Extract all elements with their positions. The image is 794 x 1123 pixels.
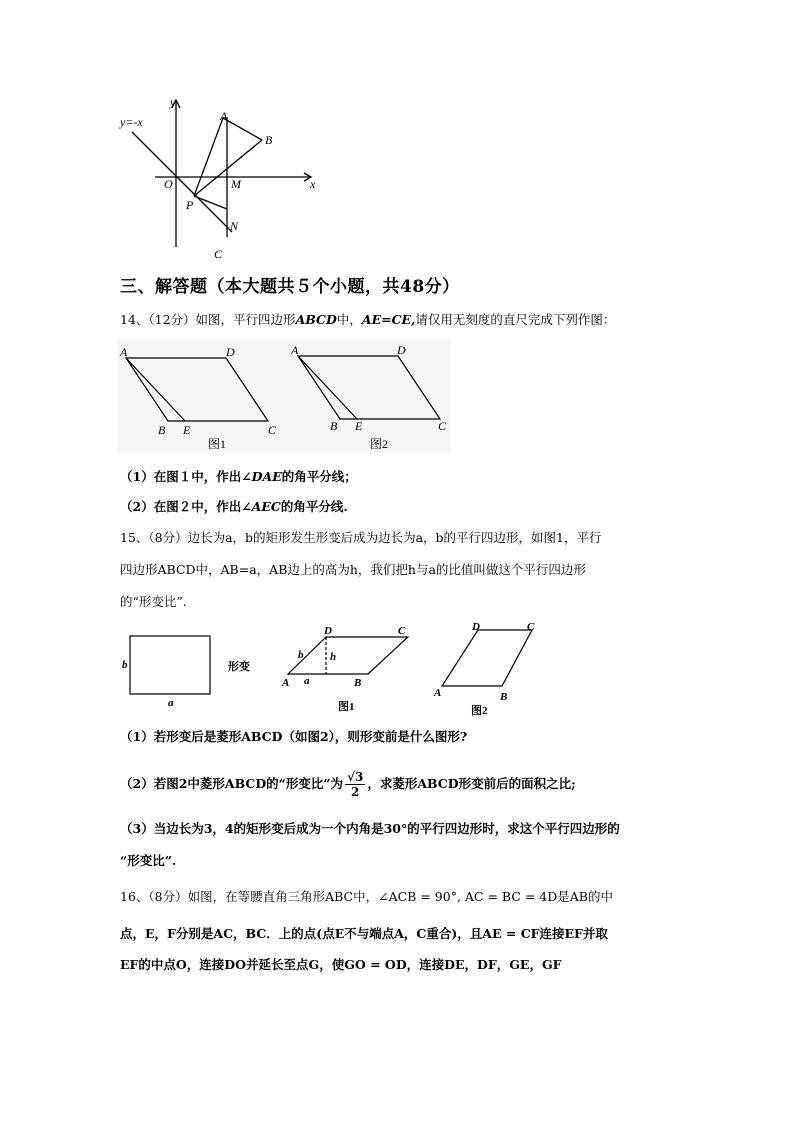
svg-text:D: D	[397, 343, 406, 357]
svg-text:C: C	[214, 247, 223, 261]
q16-line2: 点，E，F分别是AC，BC．上的点(点E不与端点A，C重合)，且AE = CF连接EF并取	[120, 926, 608, 941]
transform-label: 形变	[228, 661, 250, 673]
section-title: 三、解答题（本大题共５个小题，共48分）	[120, 277, 460, 297]
svg-text:B: B	[158, 423, 166, 437]
q15-sub1: （1）若形变后是菱形ABCD（如图2），则形变前是什么图形?	[120, 729, 468, 744]
q16-line3: EF的中点O，连接DO并延长至点G，使GO = OD，连接DE，DF，GE，GF	[120, 957, 562, 972]
svg-text:B: B	[330, 419, 338, 433]
svg-text:N: N	[230, 219, 239, 233]
svg-text:B: B	[500, 691, 508, 703]
svg-text:x: x	[310, 177, 316, 191]
svg-text:C: C	[527, 621, 535, 633]
svg-text:B: B	[354, 677, 362, 689]
svg-text:D: D	[226, 345, 235, 359]
q16-line1: 16、（8分）如图，在等腰直角三角形ABC中，∠ACB = 90°, AC = BC = 4D是AB的中	[120, 889, 613, 904]
q15-fig1-caption: 图1	[338, 701, 355, 713]
svg-text:A: A	[282, 677, 290, 689]
q14-stem: 14、（12分）如图，平行四边形ABCD中，AE=CE,请仅用无刻度的直尺完成下列作图：	[120, 312, 616, 327]
svg-text:E: E	[355, 419, 363, 433]
svg-text:C: C	[438, 419, 447, 433]
line-y-neg-x	[132, 132, 232, 232]
q15-figures	[118, 620, 558, 720]
line-label: y=-x	[120, 115, 143, 129]
svg-text:C: C	[398, 625, 406, 637]
svg-text:O: O	[164, 177, 173, 191]
svg-text:E: E	[183, 423, 191, 437]
coordinate-figure	[110, 92, 330, 262]
q14-sub1: （1）在图１中，作出∠DAE的角平分线；	[120, 469, 357, 484]
svg-text:y: y	[170, 95, 176, 109]
q15-line1: 15、（8分）边长为a，b的矩形发生形变后成为边长为a，b的平行四边形，如图1，平行	[120, 530, 602, 545]
q14-fig1-caption: 图1	[208, 437, 227, 451]
svg-text:A: A	[120, 345, 128, 359]
svg-text:A: A	[291, 343, 299, 357]
q15-fig2-rhombus	[442, 630, 532, 686]
svg-text:M: M	[231, 177, 241, 191]
q14-fig2-caption: 图2	[370, 437, 389, 451]
q15-sub2: （2）若图2中菱形ABCD的“形变比”为 $\frac{√3}{2}$ ，求菱形ABCD形变前后的面积之比;	[120, 770, 576, 799]
q15-fig2-caption: 图2	[471, 705, 488, 717]
svg-text:b: b	[298, 649, 304, 661]
q15-sub3-line2: “形变比”.	[120, 853, 177, 868]
svg-text:B: B	[265, 133, 273, 147]
svg-text:D: D	[324, 625, 332, 637]
q15-sub3-line1: （3）当边长为3，4的矩形变后成为一个内角是30°的平行四边形时，求这个平行四边形的	[120, 821, 620, 836]
svg-text:a: a	[168, 697, 174, 709]
svg-text:A: A	[220, 109, 228, 123]
q14-figures	[118, 340, 450, 452]
svg-text:C: C	[268, 423, 277, 437]
q14-sub2: （2）在图２中，作出∠AEC的角平分线.	[120, 499, 348, 514]
q15-line2: 四边形ABCD中，AB=a，AB边上的高为h，我们把h与a的比值叫做这个平行四边形	[120, 562, 586, 577]
q15-rectangle	[130, 636, 210, 694]
svg-text:h: h	[330, 651, 337, 663]
q15-line3: 的“形变比”.	[120, 594, 187, 609]
svg-text:A: A	[434, 687, 442, 699]
svg-text:a: a	[304, 675, 310, 687]
svg-text:P: P	[186, 198, 194, 212]
svg-text:b: b	[122, 659, 128, 671]
svg-text:D: D	[472, 621, 480, 633]
q15-fig1-parallelogram	[288, 637, 408, 674]
